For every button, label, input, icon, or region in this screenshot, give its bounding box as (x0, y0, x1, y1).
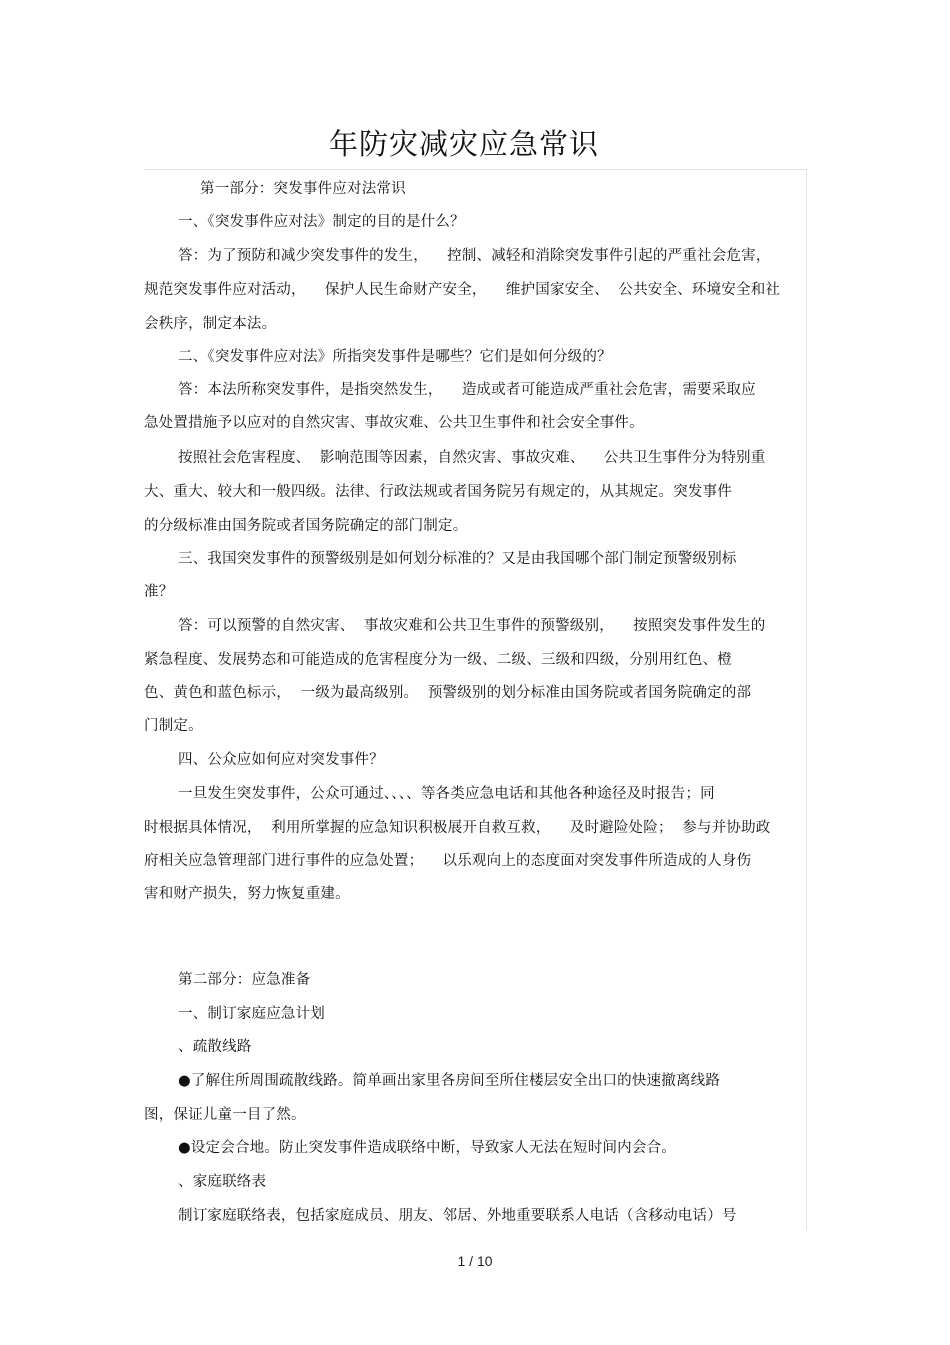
paragraph-line: 大、重大、较大和一般四级。法律、行政法规或者国务院另有规定的，从其规定。突发事件 (144, 484, 732, 500)
paragraph-line: 的分级标准由国务院或者国务院确定的部门制定。 (144, 518, 468, 534)
paragraph-line: 答：本法所称突发事件，是指突然发生， 造成或者可能造成严重社会危害，需要采取应 (178, 382, 756, 398)
paragraph-line: 急处置措施予以应对的自然灾害、事故灾难、公共卫生事件和社会安全事件。 (144, 415, 644, 431)
question: 四、公众应如何应对突发事件？ (178, 752, 384, 768)
paragraph-line: 时根据具体情况， 利用所掌握的应急知识积极展开自救互救， 及时避险处险； 参与并协助政 (144, 820, 771, 836)
question: 三、我国突发事件的预警级别是如何划分标准的？又是由我国哪个部门制定预警级别标 (178, 551, 737, 567)
paragraph-line: 答：可以预警的自然灾害、 事故灾难和公共卫生事件的预警级别， 按照突发事件发生的 (178, 618, 766, 634)
section-heading: 第二部分：应急准备 (178, 972, 311, 988)
question: 二、《突发事件应对法》所指突发事件是哪些？它们是如何分级的？ (178, 349, 612, 365)
subheading: 、疏散线路 (178, 1039, 252, 1055)
paragraph-line: 一旦发生突发事件，公众可通过、、、、等各类应急电话和其他各种途径及时报告；同 (178, 786, 715, 802)
paragraph-line: 制订家庭联络表，包括家庭成员、朋友、邻居、外地重要联系人电话（含移动电话）号 (178, 1208, 737, 1224)
paragraph-line: 紧急程度、发展势态和可能造成的危害程度分为一级、二级、三级和四级，分别用红色、橙 (144, 652, 732, 668)
paragraph-line: 色、黄色和蓝色标示， 一级为最高级别。 预警级别的划分标准由国务院或者国务院确定的部 (144, 685, 752, 701)
subheading: 、家庭联络表 (178, 1174, 267, 1190)
paragraph-line: 门制定。 (144, 718, 203, 734)
paragraph-line: 会秩序，制定本法。 (144, 316, 277, 332)
bullet-item: ●设定会合地。防止突发事件造成联络中断，导致家人无法在短时间内会合。 (178, 1140, 676, 1156)
paragraph-line: 按照社会危害程度、 影响范围等因素，自然灾害、事故灾难、 公共卫生事件分为特别重 (178, 450, 766, 466)
paragraph-line: 图，保证儿童一目了然。 (144, 1107, 306, 1123)
question: 准？ (144, 584, 174, 600)
paragraph-line: 府相关应急管理部门进行事件的应急处置； 以乐观向上的态度面对突发事件所造成的人身伤 (144, 853, 752, 869)
page-number: 1 / 10 (457, 1253, 493, 1269)
paragraph-line: 害和财产损失，努力恢复重建。 (144, 886, 350, 902)
section-heading: 第一部分：突发事件应对法常识 (200, 181, 406, 197)
paragraph-line: 答：为了预防和减少突发事件的发生， 控制、减轻和消除突发事件引起的严重社会危害， (178, 248, 771, 264)
subheading: 一、制订家庭应急计划 (178, 1006, 325, 1022)
bullet-item: ●了解住所周围疏散线路。简单画出家里各房间至所住楼层安全出口的快速撤离线路 (178, 1073, 721, 1089)
paragraph-line: 规范突发事件应对活动， 保护人民生命财产安全， 维护国家安全、 公共安全、环境安全和社 (144, 282, 781, 298)
page-title: 年防灾减灾应急常识 (328, 127, 599, 161)
question: 一、《突发事件应对法》制定的目的是什么？ (178, 214, 465, 230)
